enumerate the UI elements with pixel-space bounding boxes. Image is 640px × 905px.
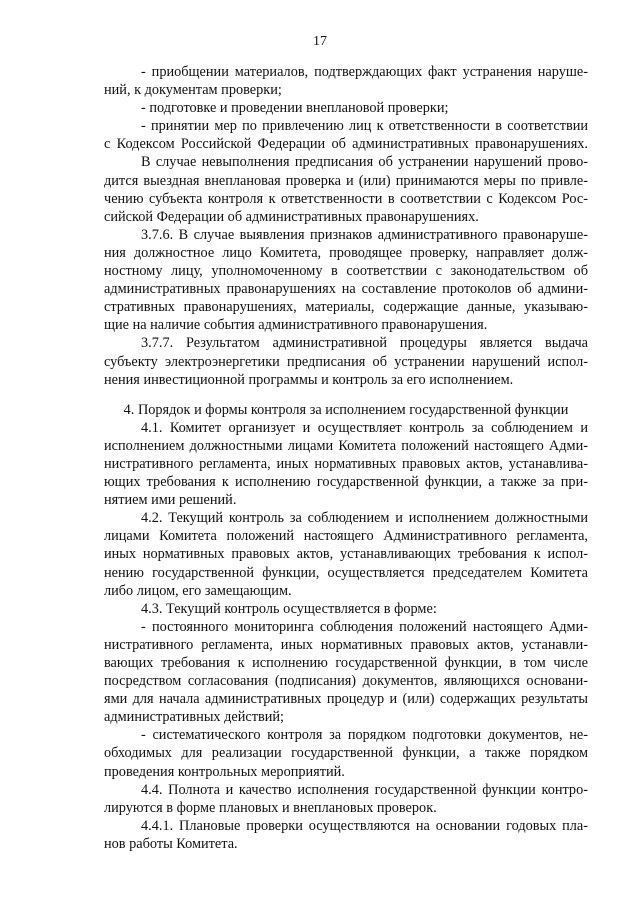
text-line: вающих требования к исполнению государственной функции, в том числе [104,655,588,671]
text-line: административных правонарушениях на составление протоколов об админи- [104,281,588,298]
text-line: лируются в форме плановых и внеплановых проверок. [104,799,437,816]
text-line: нистративного регламента, иных нормативных правовых актов, устанавлива- [104,455,588,472]
text-line: 4.4. Полнота и качество исполнения государственной функции контро- [141,781,588,798]
text-line: 4.3. Текущий контроль осуществляется в форме: [141,600,437,617]
text-line: 4.2. Текущий контроль за соблюдением и исполнением должностными [141,510,588,527]
text-line: 4.4.1. Плановые проверки осуществляются на основании годовых пла- [141,817,588,834]
text-line: ния должностное лицо Комитета, проводящее проверку, направляет долж- [104,244,588,261]
text-line: - постоянного мониторинга соблюдения положений настоящего Адми- [141,618,588,635]
page-number: 17 [313,34,327,49]
text-line: нистративного регламента, иных нормативных правовых актов, устанавли- [104,636,588,653]
text-line: иных нормативных правовых актов, устанавливающих требования к испол- [104,546,588,563]
text-line: либо лицом, его замещающим. [104,582,292,599]
text-line: 4.1. Комитет организует и осуществляет контроль за соблюдением и [141,419,588,436]
text-line: дится выездная внеплановая проверка и (или) принимаются меры по привле- [104,172,588,189]
text-block-section-3 [104,63,588,389]
document-body [104,63,588,853]
text-line: проведения контрольных мероприятий. [104,763,345,780]
text-line: лицами Комитета положений настоящего Административного регламента, [104,528,588,545]
text-line: нятием ими решений. [104,492,237,509]
text-block-section-4 [104,419,588,853]
text-line: нению государственной функции, осуществляется председателем Комитета [104,564,588,581]
text-line: ний, к документам проверки; [104,82,282,99]
text-line: с Кодексом Российской Федерации об административных правонарушениях. [104,136,588,153]
text-line: ющих требования к исполнению государственной функции, а также за при- [104,474,588,491]
text-line: нов работы Комитета. [104,835,238,852]
text-line: - систематического контроля за порядком подготовки документов, не- [141,727,588,744]
text-line: 3.7.6. В случае выявления признаков административного правонаруше- [141,226,588,243]
section-gap [104,389,588,401]
text-line: В случае невыполнения предписания об устранении нарушений прово- [141,154,588,171]
text-line: - подготовке и проведении внеплановой проверки; [141,100,449,117]
section-heading: 4. Порядок и формы контроля за исполнением государственной функции [123,401,569,418]
text-line: - приобщении материалов, подтверждающих факт устранения наруше- [141,64,588,80]
text-line: сийской Федерации об административных правонарушениях. [104,208,479,225]
text-line: субъекту электроэнергетики предписания об устранении нарушений испол- [104,353,588,370]
text-line: ностному лицу, уполномоченному в соответствии с законодательством об [104,263,588,280]
text-line: щие на наличие события административного правонарушения. [104,317,488,334]
text-line: ями для начала административных процедур и (или) содержащих результаты [104,691,588,708]
text-line: обходимых для реализации государственной функции, а также порядком [104,745,588,762]
text-line: исполнением должностными лицами Комитета положений настоящего Адми- [104,437,588,454]
text-line: - принятии мер по привлечению лиц к ответственности в соответствии [141,118,588,135]
text-line: 3.7.7. Результатом административной процедуры является выдача [141,335,588,352]
text-line: стративных правонарушениях, материалы, содержащие данные, указываю- [104,299,588,316]
text-line: административных действий; [104,709,285,726]
text-line: нения инвестиционной программы и контроль за его исполнением. [104,371,514,388]
text-line: чению субъекта контроля к ответственности в соответствии с Кодексом Рос- [104,190,588,207]
text-line: посредством согласования (подписания) документов, являющихся основани- [104,673,588,690]
